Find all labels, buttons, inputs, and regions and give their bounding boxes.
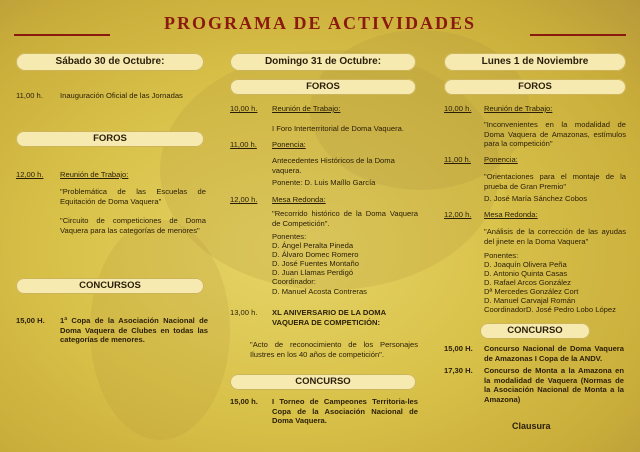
event-text: "Análisis de la corrección de las ayudas del jinete en la Doma Vaquera"	[484, 227, 626, 246]
event-label: Reunión de Trabajo:	[60, 170, 129, 179]
day-header-saturday: Sábado 30 de Octubre:	[16, 53, 204, 71]
event-time: 11,00 h.	[16, 91, 43, 100]
event-text: "Inconvenientes en la modalidad de Doma Vaquera de Amazonas, estímulos para la competición"	[484, 120, 626, 149]
event-label: Ponencia:	[272, 140, 306, 149]
event-item: "Circuito de competiciones de Doma Vaquera para las categorías de menores"	[60, 216, 206, 235]
speaker-name: D. Joaquín Olivera Peña	[484, 260, 567, 269]
event-time: 15,00 H.	[444, 344, 473, 353]
coordinator-label: Coordinador:	[484, 305, 528, 314]
ponentes-label: Ponentes:	[484, 251, 519, 260]
event-text: Concurso de Monta a la Amazona en la modalidad de Vaquera (Normas de la Asociación Nacional de Monta a la Amazona)	[484, 366, 624, 404]
speaker-name: D. Rafael Arcos González	[484, 278, 571, 287]
ponentes-label: Ponentes:	[272, 232, 307, 241]
speaker-name: D. Ángel Peralta Pineda	[272, 241, 354, 250]
speaker-name: D. Álvaro Domec Romero	[272, 250, 359, 259]
event-text: Concurso Nacional de Doma Vaquera de Amazonas I Copa de la ANDV.	[484, 344, 624, 363]
coordinator-label: Coordinador:	[272, 277, 316, 286]
event-text: I Torneo de Campeones Territoria-les Copa de la Asociación Nacional de Doma Vaquera.	[272, 397, 418, 426]
title-rule-left	[14, 34, 110, 36]
event-label: Reunión de Trabajo:	[272, 104, 341, 113]
event-item: "Problemática de las Escuelas de Equitación de Doma Vaquera"	[60, 187, 206, 206]
event-label: Ponencia:	[484, 155, 518, 164]
event-label: Mesa Redonda:	[272, 195, 326, 204]
day-header-monday: Lunes 1 de Noviembre	[444, 53, 626, 71]
event-speaker: D. José María Sánchez Cobos	[484, 194, 587, 203]
speaker-name: D. Antonio Quinta Casas	[484, 269, 568, 278]
event-time: 11,00 h.	[230, 140, 257, 149]
event-time: 10,00 h.	[444, 104, 472, 113]
speaker-name: D. José Fuentes Montaño	[272, 259, 359, 268]
event-text: 1ª Copa de la Asociación Nacional de Doma Vaquera de Clubes en todas las categorías de menores.	[60, 316, 208, 345]
speaker-name: D. Manuel Carvajal Román	[484, 296, 576, 305]
section-foros: FOROS	[444, 79, 626, 95]
event-time: 10,00 h.	[230, 104, 258, 113]
title-rule-right	[530, 34, 626, 36]
section-foros: FOROS	[16, 131, 204, 147]
event-time: 11,00 h.	[444, 155, 471, 164]
event-time: 17,30 H.	[444, 366, 473, 375]
event-text: "Recorrido histórico de la Doma Vaquera de Competición".	[272, 209, 418, 228]
event-text: I Foro Interterritorial de Doma Vaquera.	[272, 124, 404, 133]
event-time: 13,00 h.	[230, 308, 258, 317]
coordinator-name: D. José Pedro Lobo López	[526, 305, 616, 314]
closing-label: Clausura	[512, 421, 551, 431]
event-time: 12,00 h.	[444, 210, 472, 219]
section-concursos: CONCURSOS	[16, 278, 204, 294]
event-text: Inauguración Oficial de las Jornadas	[60, 91, 183, 100]
event-time: 12,00 h.	[16, 170, 44, 179]
event-title: XL ANIVERSARIO DE LA DOMA VAQUERA DE COMPETICIÓN:	[272, 308, 386, 327]
event-time: 15,00 h.	[230, 397, 258, 406]
event-label: Mesa Redonda:	[484, 210, 538, 219]
section-foros: FOROS	[230, 79, 416, 95]
speaker-name: Dª Mercedes González Cort	[484, 287, 579, 296]
event-time: 15,00 H.	[16, 316, 45, 325]
speaker-name: D. Juan Llamas Perdigó	[272, 268, 354, 277]
coordinator-name: D. Manuel Acosta Contreras	[272, 287, 367, 296]
page-title: PROGRAMA DE ACTIVIDADES	[163, 13, 477, 33]
event-text: Antecedentes Históricos de la Doma vaquera.	[272, 156, 395, 175]
section-concurso: CONCURSO	[230, 374, 416, 390]
event-speaker: Ponente: D. Luis Maíllo García	[272, 178, 376, 187]
event-time: 12,00 h.	[230, 195, 258, 204]
day-header-sunday: Domingo 31 de Octubre:	[230, 53, 416, 71]
event-label: Reunión de Trabajo:	[484, 104, 553, 113]
section-concurso: CONCURSO	[480, 323, 590, 339]
event-text: "Acto de reconocimiento de los Personajes Ilustres en los 40 años de competición".	[250, 340, 418, 359]
event-text: "Orientaciones para el montaje de la prueba de Gran Premio"	[484, 172, 626, 191]
